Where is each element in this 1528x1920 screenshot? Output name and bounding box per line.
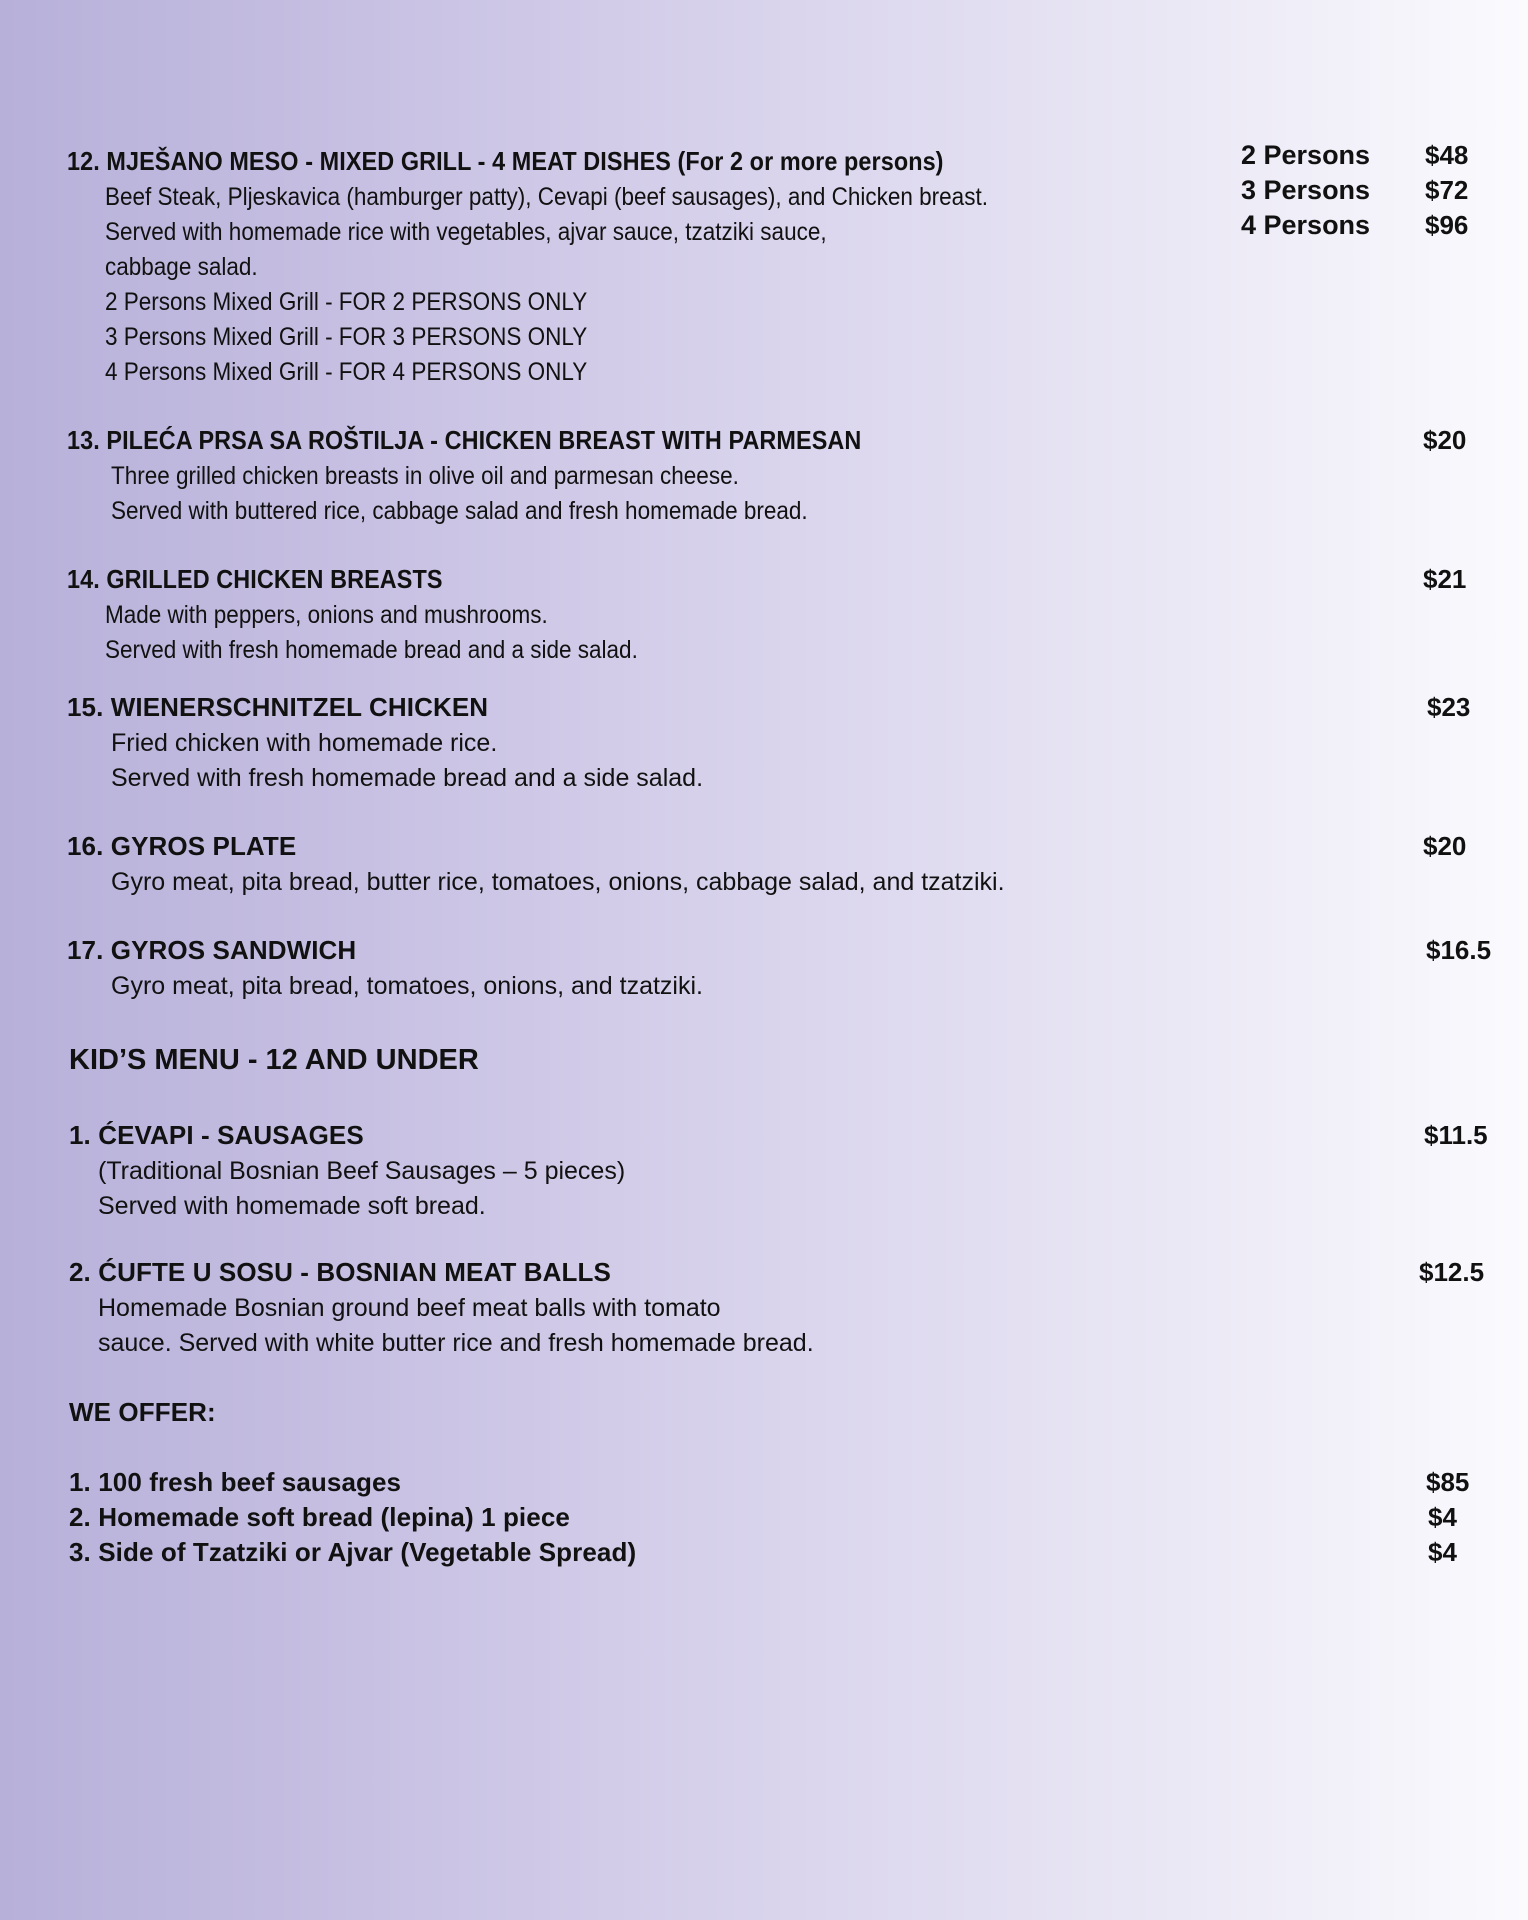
item-title: 14. GRILLED CHICKEN BREASTS <box>67 564 443 594</box>
offer-item-label: 1. 100 fresh beef sausages <box>69 1467 402 1497</box>
item-price: $16.5 <box>1426 935 1492 965</box>
description-line: 4 Persons Mixed Grill - FOR 4 PERSONS ONLY <box>105 358 588 386</box>
persons-option-label: 3 Persons <box>1241 175 1371 205</box>
item-title: 13. PILEĆA PRSA SA ROŠTILJA - CHICKEN BREAST WITH PARMESAN <box>67 425 862 455</box>
item-description <box>111 459 808 529</box>
item-title: 1. ĆEVAPI - SAUSAGES <box>69 1120 364 1150</box>
persons-option-price: $48 <box>1425 140 1469 170</box>
description-line: sauce. Served with white butter rice and fresh homemade bread. <box>98 1329 814 1357</box>
offer-item-label: 2. Homemade soft bread (lepina) 1 piece <box>69 1502 570 1532</box>
persons-option-label: 2 Persons <box>1241 140 1371 170</box>
description-line: Made with peppers, onions and mushrooms. <box>105 601 548 629</box>
description-line: 2 Persons Mixed Grill - FOR 2 PERSONS ONLY <box>105 288 588 316</box>
description-line: Served with buttered rice, cabbage salad and fresh homemade bread. <box>111 497 808 525</box>
description-line: Three grilled chicken breasts in olive oil and parmesan cheese. <box>111 462 739 490</box>
item-price: $20 <box>1423 425 1467 455</box>
description-line: 3 Persons Mixed Grill - FOR 3 PERSONS ONLY <box>105 323 588 351</box>
item-description <box>111 726 703 796</box>
item-price: $20 <box>1423 831 1467 861</box>
description-line: Fried chicken with homemade rice. <box>111 729 498 757</box>
offer-item-price: $4 <box>1428 1537 1457 1567</box>
offer-item-price: $85 <box>1426 1467 1470 1497</box>
section-heading: WE OFFER: <box>69 1397 216 1427</box>
item-description <box>105 598 638 668</box>
item-price: $11.5 <box>1424 1120 1488 1150</box>
item-description <box>98 1291 814 1361</box>
persons-option-label: 4 Persons <box>1241 210 1371 240</box>
persons-option-price: $72 <box>1425 175 1469 205</box>
description-line: Gyro meat, pita bread, tomatoes, onions, and tzatziki. <box>111 972 703 1000</box>
description-line: Beef Steak, Pljeskavica (hamburger patty), Cevapi (beef sausages), and Chicken breast. <box>105 183 988 211</box>
item-price: $12.5 <box>1419 1257 1485 1287</box>
persons-option-price: $96 <box>1425 210 1469 240</box>
item-description <box>98 1154 625 1224</box>
item-title: 12. MJEŠANO MESO - MIXED GRILL - 4 MEAT DISHES (For 2 or more persons) <box>67 146 944 176</box>
description-line: Served with fresh homemade bread and a side salad. <box>111 764 704 792</box>
item-description <box>111 865 1005 900</box>
description-line: Served with homemade soft bread. <box>98 1192 486 1220</box>
item-title: 17. GYROS SANDWICH <box>67 935 357 965</box>
section-heading: KID’S MENU - 12 AND UNDER <box>69 1044 479 1076</box>
description-line: cabbage salad. <box>105 253 258 281</box>
description-line: Homemade Bosnian ground beef meat balls with tomato <box>98 1294 721 1322</box>
item-title: 2. ĆUFTE U SOSU - BOSNIAN MEAT BALLS <box>69 1257 611 1287</box>
description-line: Gyro meat, pita bread, butter rice, tomatoes, onions, cabbage salad, and tzatziki. <box>111 868 1005 896</box>
description-line: Served with fresh homemade bread and a side salad. <box>105 636 638 664</box>
item-title: 16. GYROS PLATE <box>67 831 297 861</box>
offer-item-price: $4 <box>1428 1502 1457 1532</box>
item-price: $23 <box>1427 692 1471 722</box>
item-description <box>111 969 703 1004</box>
item-price: $21 <box>1423 564 1467 594</box>
description-line: (Traditional Bosnian Beef Sausages – 5 pieces) <box>98 1157 626 1185</box>
item-title: 15. WIENERSCHNITZEL CHICKEN <box>67 692 489 722</box>
offer-item-label: 3. Side of Tzatziki or Ajvar (Vegetable Spread) <box>69 1537 637 1567</box>
description-line: Served with homemade rice with vegetables, ajvar sauce, tzatziki sauce, <box>105 218 827 246</box>
item-description <box>105 180 988 390</box>
